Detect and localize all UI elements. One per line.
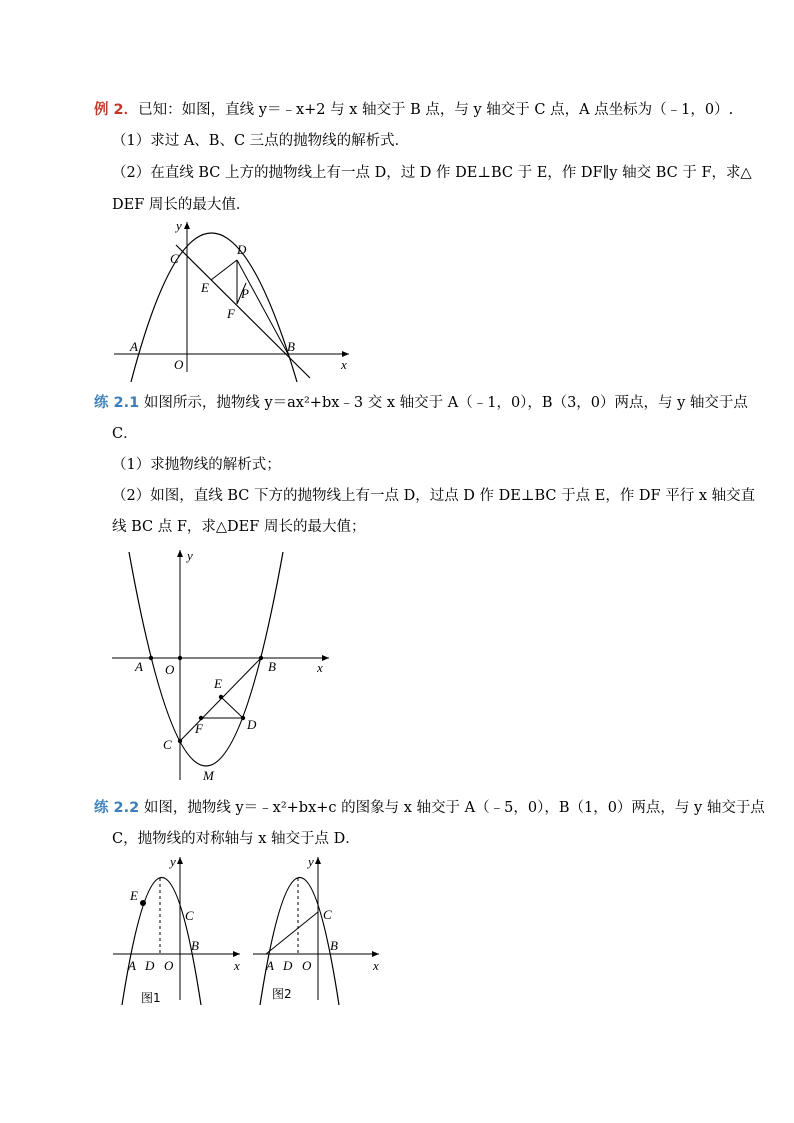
label-C: C: [323, 907, 332, 922]
label-B: B: [191, 938, 199, 953]
ex2-question-2-part1: （2）在直线 BC 上方的抛物线上有一点 D，过 D 作 DE⊥BC 于 E，作 DF∥y 轴交 BC 于 F，求△: [112, 165, 752, 181]
label-B: B: [330, 938, 338, 953]
p22-label: 练 2.2: [94, 800, 140, 816]
label-x: x: [234, 958, 240, 973]
x-axis-arrow: [372, 951, 379, 957]
label-x: x: [317, 660, 323, 675]
label-y: y: [176, 218, 182, 233]
ex2-question-2-part2: DEF 周长的最大值．: [112, 197, 251, 213]
caption-fig1: 图1: [141, 991, 161, 1005]
label-D: D: [145, 958, 155, 973]
label-D: D: [237, 242, 247, 257]
label-C: C: [185, 908, 194, 923]
ex2-statement: 已知：如图，直线 y＝﹣x+2 与 x 轴交于 B 点，与 y 轴交于 C 点，A 点坐标为（﹣1，0）.: [138, 102, 734, 118]
label-O: O: [302, 958, 312, 973]
p21-label: 练 2.1: [94, 395, 140, 411]
label-M: M: [203, 768, 214, 783]
p21-question-2-part1: （2）如图，直线 BC 下方的抛物线上有一点 D，过点 D 作 DE⊥BC 于点 E，作 DF 平行 x 轴交直: [112, 488, 756, 504]
label-C: C: [163, 737, 172, 752]
parabola: [260, 878, 339, 1006]
label-x: x: [373, 958, 379, 973]
p21-question-1: （1）求抛物线的解析式；: [112, 457, 281, 473]
label-P: P: [241, 286, 249, 301]
ex2-label: 例 2．: [94, 102, 139, 118]
label-E: E: [214, 676, 222, 691]
label-B: B: [287, 339, 295, 354]
y-axis-arrow: [315, 857, 321, 864]
label-y: y: [187, 548, 193, 563]
label-y: y: [308, 854, 314, 869]
p22-line2: C，抛物线的对称轴与 x 轴交于点 D．: [112, 831, 360, 847]
p21-question-2-part2: 线 BC 点 F，求△DEF 周长的最大值；: [112, 519, 366, 535]
label-O: O: [164, 958, 174, 973]
label-C: C: [170, 251, 179, 266]
label-B: B: [268, 659, 276, 674]
label-y: y: [170, 854, 176, 869]
label-E: E: [201, 280, 209, 295]
label-A: A: [266, 958, 274, 973]
label-F: F: [227, 306, 235, 321]
label-F: F: [195, 721, 203, 736]
label-D: D: [247, 717, 257, 732]
label-E: E: [130, 888, 138, 903]
label-A: A: [130, 339, 138, 354]
p21-statement: 如图所示，抛物线 y＝ax²+bx﹣3 交 x 轴交于 A（﹣1，0），B（3，0）两点，与 y 轴交于点: [143, 395, 748, 411]
p22-statement: 如图，抛物线 y＝﹣x²+bx+c 的图象与 x 轴交于 A（﹣5，0），B（1，0）两点，与 y 轴交于点: [143, 800, 765, 816]
label-x: x: [341, 357, 347, 372]
label-A: A: [135, 659, 143, 674]
label-O: O: [174, 357, 184, 372]
p21-line2: C．: [112, 426, 138, 442]
ex2-question-1: （1）求过 A、B、C 三点的抛物线的解析式．: [112, 133, 410, 149]
label-D: D: [283, 958, 293, 973]
label-A: A: [128, 958, 136, 973]
caption-fig2: 图2: [272, 987, 292, 1001]
label-O: O: [165, 662, 175, 677]
